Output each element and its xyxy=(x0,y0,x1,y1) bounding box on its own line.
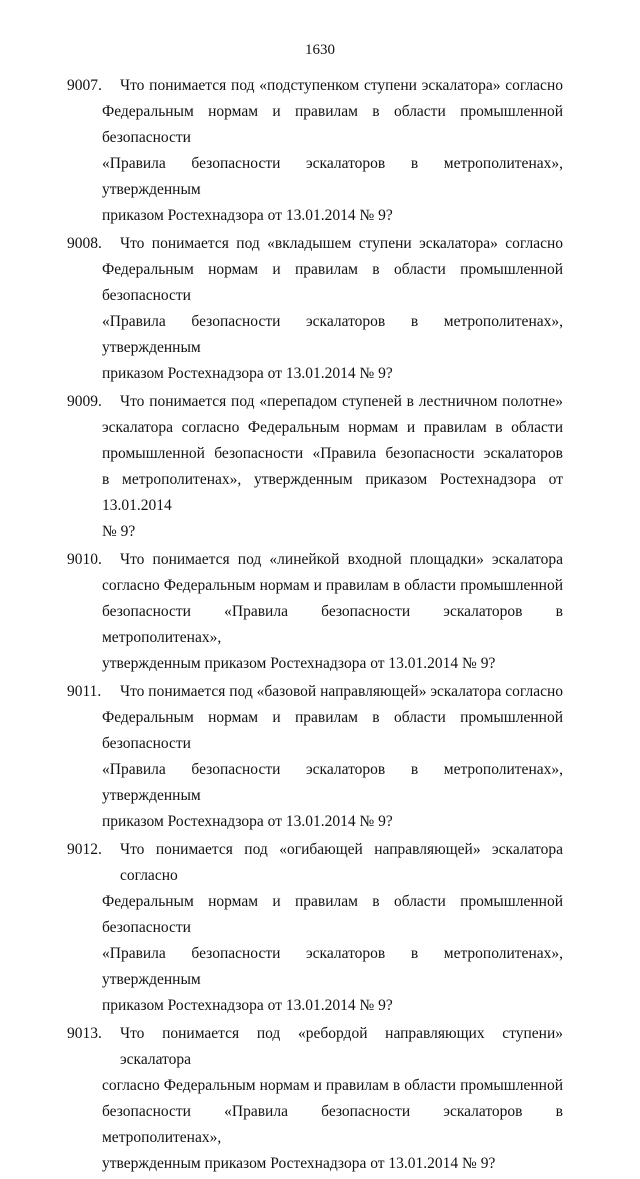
question-text-line: утвержденным приказом Ростехнадзора от 13.01.2014 № 9? xyxy=(102,655,496,672)
question-number: 9012. xyxy=(67,841,102,858)
question-list xyxy=(67,73,563,1179)
question-text-line: Что понимается под «линейкой входной площадки» эскалатора xyxy=(120,551,563,568)
question-item xyxy=(67,837,563,1019)
question-text-line: безопасности «Правила безопасности эскалаторов в метрополитенах», xyxy=(102,1103,563,1146)
question-text-line: Что понимается под «подступенком ступени эскалатора» согласно xyxy=(120,77,563,94)
question-number: 9007. xyxy=(67,77,102,94)
question-number: 9009. xyxy=(67,393,102,410)
question-text-line: в метрополитенах», утвержденным приказом Ростехнадзора от 13.01.2014 xyxy=(102,471,563,514)
question-item xyxy=(67,389,563,545)
question-text-line: Что понимается под «перепадом ступеней в лестничном полотне» xyxy=(120,393,563,410)
question-text-line: эскалатора согласно Федеральным нормам и правилам в области xyxy=(102,419,563,436)
question-item xyxy=(67,547,563,677)
question-text-line: безопасности «Правила безопасности эскалаторов в метрополитенах», xyxy=(102,603,563,646)
question-text-line: «Правила безопасности эскалаторов в метрополитенах», утвержденным xyxy=(102,313,563,356)
question-item xyxy=(67,231,563,387)
question-text-line: приказом Ростехнадзора от 13.01.2014 № 9? xyxy=(102,207,393,224)
question-text-line: «Правила безопасности эскалаторов в метрополитенах», утвержденным xyxy=(102,761,563,804)
question-text-line: приказом Ростехнадзора от 13.01.2014 № 9? xyxy=(102,813,393,830)
question-text-line: приказом Ростехнадзора от 13.01.2014 № 9? xyxy=(102,997,393,1014)
question-item xyxy=(67,73,563,229)
question-number: 9010. xyxy=(67,551,102,568)
question-text-line: Федеральным нормам и правилам в области промышленной безопасности xyxy=(102,103,563,146)
question-text-line: № 9? xyxy=(102,523,136,540)
question-text-line: «Правила безопасности эскалаторов в метрополитенах», утвержденным xyxy=(102,155,563,198)
question-text-line: Что понимается под «огибающей направляющей» эскалатора согласно xyxy=(120,841,563,884)
question-text-line: «Правила безопасности эскалаторов в метрополитенах», утвержденным xyxy=(102,945,563,988)
question-text-line: промышленной безопасности «Правила безопасности эскалаторов xyxy=(102,445,563,462)
question-number: 9011. xyxy=(67,683,102,700)
question-text-line: Федеральным нормам и правилам в области промышленной безопасности xyxy=(102,709,563,752)
question-text-line: Федеральным нормам и правилам в области промышленной безопасности xyxy=(102,261,563,304)
question-text-line: утвержденным приказом Ростехнадзора от 13.01.2014 № 9? xyxy=(102,1155,496,1172)
question-number: 9008. xyxy=(67,235,102,252)
question-text-line: Что понимается под «базовой направляющей» эскалатора согласно xyxy=(120,683,563,700)
question-text-line: согласно Федеральным нормам и правилам в области промышленной xyxy=(102,577,563,594)
question-text-line: Что понимается под «ребордой направляющих ступени» эскалатора xyxy=(120,1025,563,1068)
question-text-line: приказом Ростехнадзора от 13.01.2014 № 9? xyxy=(102,365,393,382)
question-text-line: Что понимается под «вкладышем ступени эскалатора» согласно xyxy=(120,235,563,252)
question-number: 9013. xyxy=(67,1025,102,1042)
question-text-line: Федеральным нормам и правилам в области промышленной безопасности xyxy=(102,893,563,936)
question-text-line: согласно Федеральным нормам и правилам в области промышленной xyxy=(102,1077,563,1094)
page-number: 1630 xyxy=(305,42,335,58)
question-item xyxy=(67,1021,563,1177)
question-item xyxy=(67,679,563,835)
